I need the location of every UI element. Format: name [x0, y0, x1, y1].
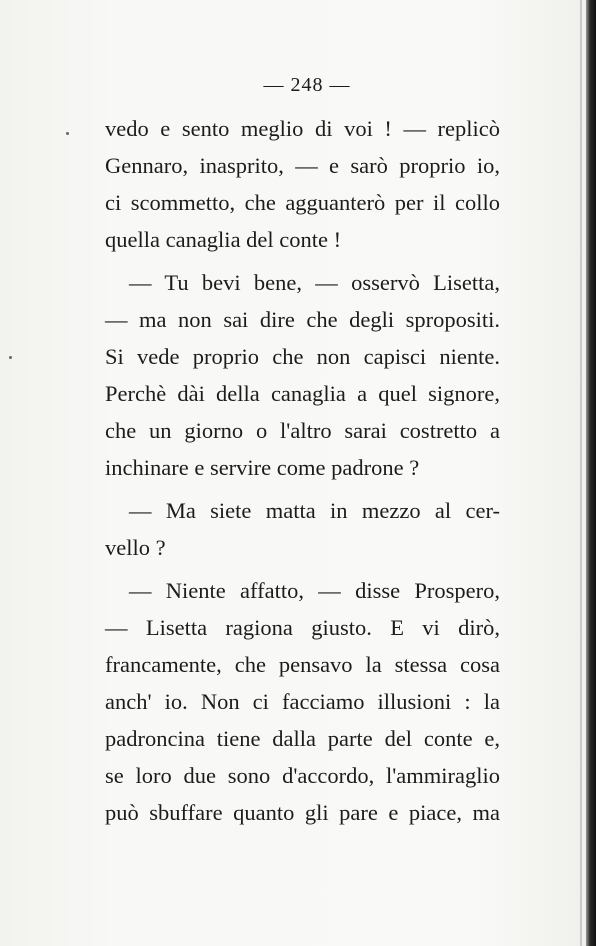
text-line: padroncina tiene dalla parte del conte e,	[105, 726, 500, 751]
text-line: inchinare e servire come padrone ?	[105, 455, 420, 480]
page-binding-edge	[586, 0, 596, 946]
text-line: Perchè dài della canaglia a quel signore,	[105, 381, 500, 406]
text-line: ci scommetto, che agguanterò per il collo	[105, 190, 500, 215]
text-line: se loro due sono d'accordo, l'ammiraglio	[105, 763, 500, 788]
paper-speck	[66, 132, 69, 135]
text-line: può sbuffare quanto gli pare e piace, ma	[105, 800, 500, 825]
text-line: — Lisetta ragiona giusto. E vi dirò,	[105, 615, 500, 640]
text-line: francamente, che pensavo la stessa cosa	[105, 652, 500, 677]
text-line: Si vede proprio che non capisci niente.	[105, 344, 500, 369]
page-edge-shadow	[580, 0, 582, 946]
page-number: — 248 —	[263, 74, 351, 96]
text-line: quella canaglia del conte !	[105, 227, 342, 252]
body-text	[105, 110, 500, 831]
text-line: che un giorno o l'altro sarai costretto a	[105, 418, 500, 443]
paper-speck	[9, 356, 12, 359]
text-line: anch' io. Non ci facciamo illusioni : la	[105, 689, 500, 714]
text-line: — Ma siete matta in mezzo al cer-	[129, 498, 500, 523]
text-line: Gennaro, inasprito, — e sarò proprio io,	[105, 153, 500, 178]
text-line: — ma non sai dire che degli spropositi.	[105, 307, 500, 332]
text-line: — Tu bevi bene, — osservò Lisetta,	[129, 270, 500, 295]
text-line: vello ?	[105, 535, 166, 560]
text-line: — Niente affatto, — disse Prospero,	[129, 578, 500, 603]
text-line: vedo e sento meglio di voi ! — replicò	[105, 116, 500, 141]
